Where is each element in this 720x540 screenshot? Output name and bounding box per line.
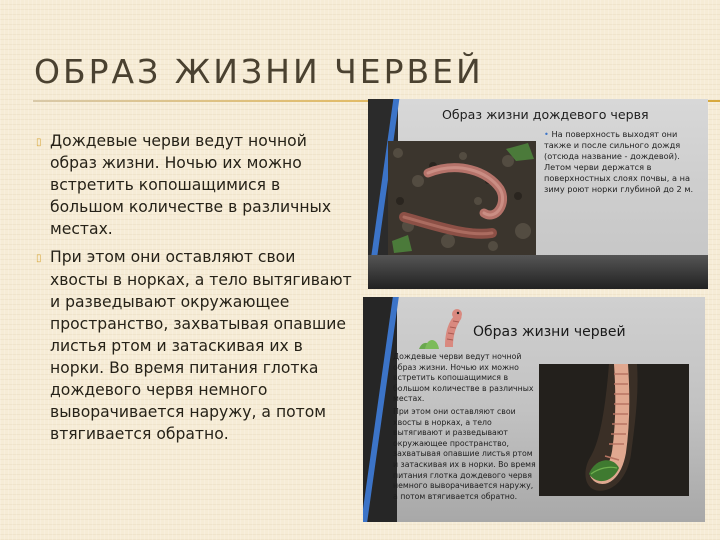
- panel-text: [393, 352, 539, 504]
- earthworm-photo-illustration: [388, 141, 536, 255]
- bullet-text: Дождевые черви ведут ночной образ жизни. Ночью их можно встретить копошащимися в большом количестве в различных местах.: [50, 132, 332, 239]
- bullet-text: При этом они оставляют свои хвосты в норках, а тело вытягивают и разведывают окружающее пространство, захватывая опавшие листья ртом и затаскивая их в норки. Во время питания глотка дождевого червя немного выворачивается наружу, а потом втягивается обратно.: [50, 248, 352, 444]
- panel-title: Образ жизни дождевого червя: [442, 107, 649, 122]
- panel-paragraph: Дождевые черви ведут ночной образ жизни. Ночью их можно встретить копошащимися в большом количестве в различных местах.: [393, 352, 534, 404]
- bullet-marker-icon: ▯: [36, 137, 42, 148]
- panel-paragraph: При этом они оставляют свои хвосты в норках, а тело вытягивают и разведывают окружающее пространство, захватывая опавшие листья ртом и затаскивая их в норки. Во время питания глотка дождевого червя немного выворачивается наружу, а потом втягивается обратно.: [393, 406, 536, 501]
- panel-text-body: На поверхность выходят они также и после сильного дождя (отсюда название - дождевой). Летом черви держатся в поверхностных слоях почвы, а на зиму роют норки глубиной до 2 м.: [544, 129, 694, 194]
- earthworm-on-soil-photo: [388, 141, 536, 255]
- slide-title: ОБРАЗ ЖИЗНИ ЧЕРВЕЙ: [34, 52, 484, 91]
- bullet-marker-icon: ▯: [36, 253, 42, 265]
- panel-footer-bar: [368, 255, 708, 289]
- bullet-list: [36, 130, 356, 451]
- bullet-dot-icon: •: [544, 129, 549, 139]
- earthworm-image-panel-bottom: [363, 297, 705, 522]
- bullet-item: [36, 246, 356, 445]
- bullet-item: [36, 130, 356, 240]
- cartoon-worm-icon: [415, 303, 465, 351]
- burrow-illustration: [539, 364, 689, 496]
- panel-text: [544, 129, 704, 195]
- earthworm-burrow-illustration: [539, 364, 689, 496]
- earthworm-image-panel-top: [368, 99, 708, 289]
- panel-title: Образ жизни червей: [473, 324, 626, 340]
